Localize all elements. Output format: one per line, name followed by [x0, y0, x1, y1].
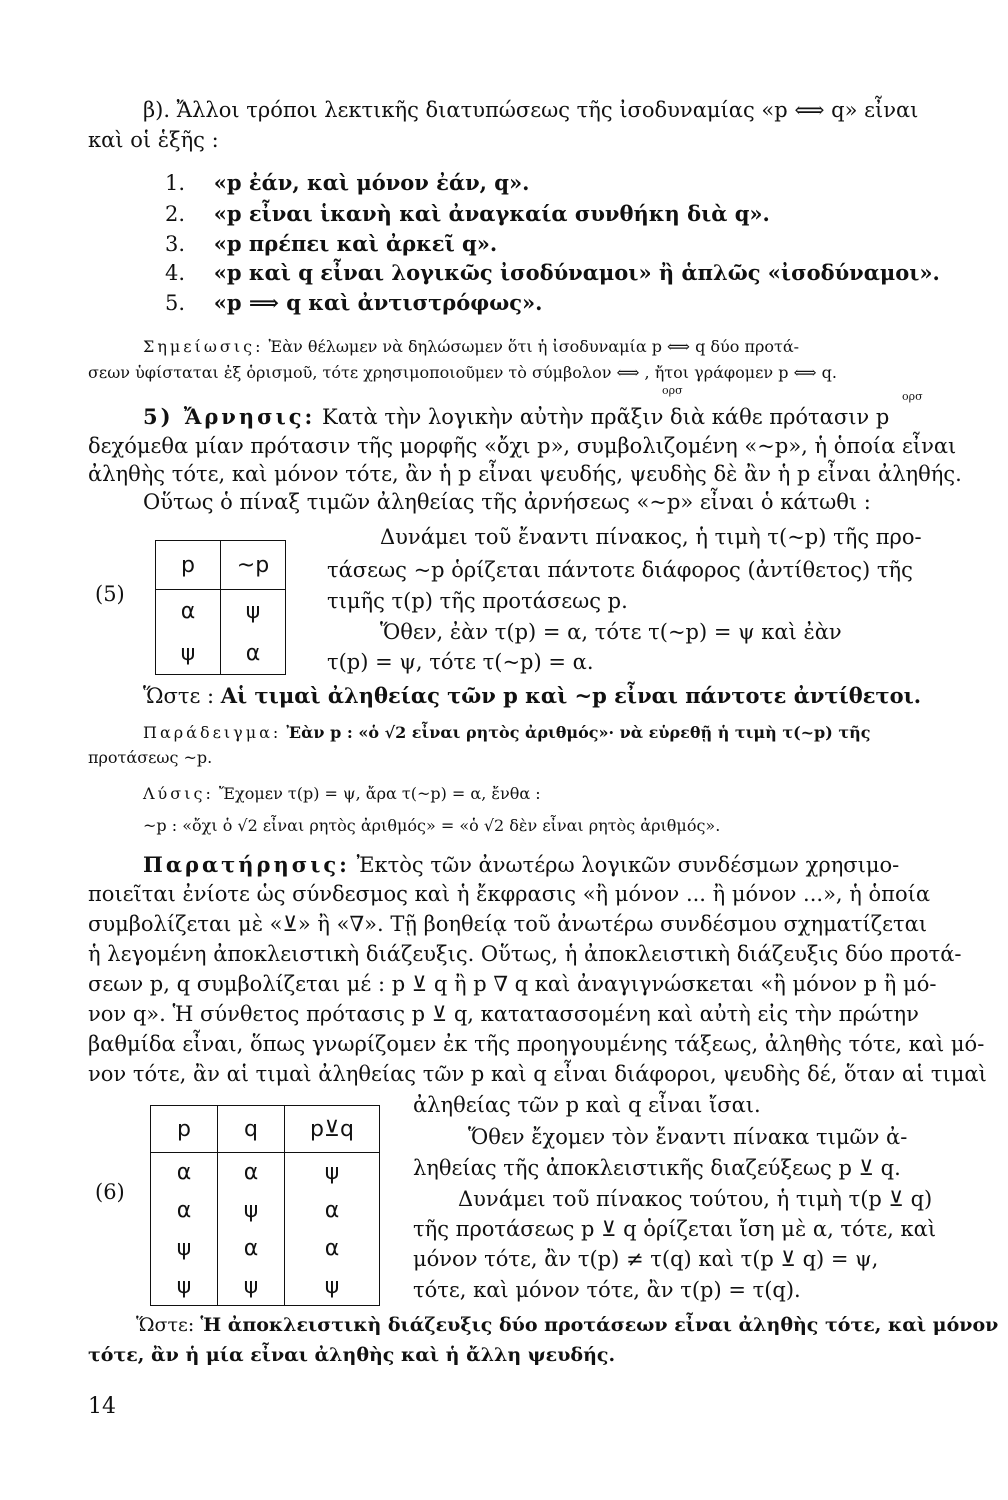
solution-label: Λύσις:	[143, 784, 214, 803]
conclusion-prefix: Ὥστε:	[136, 1314, 195, 1336]
list-item-number: 2.	[165, 202, 186, 226]
truth-table-exclusive-or	[150, 1105, 380, 1306]
table-header-row	[151, 1106, 380, 1153]
table-row	[156, 590, 286, 633]
table-cell: α	[324, 1197, 340, 1223]
list-item-text: «p ⟹ q καὶ ἀντιστρόφως».	[213, 290, 543, 315]
list-item	[165, 170, 529, 195]
remark-side: μόνον τότε, ἂν τ(p) ≠ τ(q) καὶ τ(p ⊻ q) = ψ,	[413, 1247, 879, 1271]
conclusion-text: Αἱ τιμαὶ ἀληθείας τῶν p καὶ ~p εἶναι πάντοτε ἀντίθετοι.	[220, 683, 922, 708]
table-cell: ψ	[324, 1159, 340, 1185]
note-subscript-1: ορσ	[662, 384, 683, 397]
table-cell: α	[218, 1229, 285, 1267]
table-cell: ψ	[218, 1267, 285, 1306]
list-item	[165, 231, 497, 256]
remark-side: ληθείας τῆς ἀποκλειστικῆς διαζεύξεως p ⊻ q.	[413, 1156, 901, 1180]
section-b-line1: β). Ἄλλοι τρόποι λεκτικῆς διατυπώσεως τῆς ἰσοδυναμίας «p ⟺ q» εἶναι	[143, 98, 919, 122]
negation-text-1: Κατὰ τὴν λογικὴν αὐτὴν πρᾶξιν διὰ κάθε πρότασιν p	[322, 405, 890, 429]
table-header-cell: ~p	[221, 541, 286, 590]
example-text-1: Ἐὰν p : «ὁ √2 εἶναι ρητὸς ἀριθμός»· νὰ εὑρεθῇ ἡ τιμὴ τ(~p) τῆς	[286, 723, 871, 742]
equation-label-5: (5)	[95, 582, 125, 606]
remark-line: σεων p, q συμβολίζεται μέ : p ⊻ q ἢ p ∇ q καὶ ἀναγιγνώσκεται «ἢ μόνον p ἢ μό-	[88, 972, 937, 996]
example-line1	[143, 723, 871, 742]
note-line1	[143, 337, 799, 356]
negation-conclusion	[143, 683, 921, 708]
list-item	[165, 290, 542, 315]
truth-table-negation	[155, 540, 286, 675]
table-cell: ψ	[324, 1273, 340, 1299]
conclusion-text: Ἡ ἀποκλειστικὴ διάζευξις δύο προτάσεων εἶναι ἀληθὴς τότε, καὶ μόνον	[200, 1314, 999, 1336]
list-item-number: 1.	[165, 171, 186, 195]
table-header-row	[156, 541, 286, 590]
table-cell: ψ	[156, 632, 221, 675]
list-item-number: 4.	[165, 261, 186, 285]
remark-side: τότε, καὶ μόνον τότε, ἂν τ(p) = τ(q).	[413, 1278, 801, 1302]
solution-text: Ἔχομεν τ(p) = ψ, ἄρα τ(~p) = α, ἔνθα :	[218, 784, 541, 803]
negation-line2: δεχόμεθα μίαν πρότασιν τῆς μορφῆς «ὄχι p», συμβολιζομένη «~p», ἡ ὁποία εἶναι	[88, 434, 957, 458]
solution-line	[143, 784, 541, 803]
remark-line: βαθμίδα εἶναι, ὅπως γνωρίζομεν ἐκ τῆς προηγουμένης τάξεως, ἀληθὴς τότε, καὶ μό-	[88, 1032, 985, 1056]
table-row	[151, 1229, 380, 1267]
table-row	[151, 1191, 380, 1229]
list-item-number: 5.	[165, 291, 186, 315]
table-cell: α	[156, 590, 221, 633]
list-item-text: «p ἐάν, καὶ μόνον ἐάν, q».	[213, 170, 530, 195]
remark-line: ἡ λεγομένη ἀποκλειστικὴ διάζευξις. Οὕτως, ἡ ἀποκλειστικὴ διάζευξις δύο προτά-	[88, 942, 962, 966]
list-item-text: «p πρέπει καὶ ἀρκεῖ q».	[213, 231, 498, 256]
table-header-cell: p	[156, 541, 221, 590]
table-cell: ψ	[151, 1267, 218, 1306]
table-cell: α	[151, 1153, 218, 1192]
negation-line3: ἀληθὴς τότε, καὶ μόνον τότε, ἂν ἡ p εἶναι ψευδής, ψευδὴς δὲ ἂν ἡ p εἶναι ἀληθής.	[88, 462, 962, 486]
remark-line: ποιεῖται ἐνίοτε ὡς σύνδεσμος καὶ ἡ ἔκφρασις «ἢ μόνον ... ἢ μόνον ...», ἡ ὁποία	[88, 882, 931, 906]
list-item-text: «p εἶναι ἱκανὴ καὶ ἀναγκαία συνθήκη διὰ q».	[213, 201, 770, 226]
equation-label-6: (6)	[95, 1180, 125, 1204]
remark-side: τῆς προτάσεως p ⊻ q ὁρίζεται ἴση μὲ α, τότε, καὶ	[413, 1217, 937, 1241]
list-item	[165, 201, 770, 226]
table-cell: ψ	[245, 598, 261, 624]
negation-line4: Οὕτως ὁ πίναξ τιμῶν ἀληθείας τῆς ἀρνήσεως «~p» εἶναι ὁ κάτωθι :	[143, 490, 871, 514]
remark-label: Παρατήρησις:	[143, 852, 350, 877]
section-b-line2: καὶ οἱ ἑξῆς :	[88, 128, 219, 152]
negation-label: 5) Ἄρνησις:	[143, 404, 316, 429]
negation-line1	[143, 404, 889, 429]
note-text-1: Ἐὰν θέλωμεν νὰ δηλώσωμεν ὅτι ἡ ἰσοδυναμία p ⟺ q δύο προτά-	[268, 337, 800, 356]
note-subscript-2: ορσ	[902, 390, 923, 403]
table-header-cell: p⊻q	[285, 1106, 380, 1153]
remark-text-1: Ἐκτὸς τῶν ἀνωτέρω λογικῶν συνδέσμων χρησιμο-	[356, 853, 900, 877]
example-label: Παράδειγμα:	[143, 723, 282, 742]
negation-side-3: τιμῆς τ(p) τῆς προτάσεως p.	[327, 589, 628, 613]
note-label: Σημείωσις:	[143, 337, 264, 356]
remark-line1	[143, 852, 899, 877]
page-number: 14	[88, 1394, 116, 1419]
table-row	[151, 1267, 380, 1306]
negation-side-5: τ(p) = ψ, τότε τ(~p) = α.	[327, 650, 594, 674]
negation-side-1: Δυνάμει τοῦ ἔναντι πίνακος, ἡ τιμὴ τ(~p) τῆς προ-	[380, 525, 922, 549]
list-item	[165, 260, 940, 285]
table-row	[151, 1153, 380, 1192]
remark-side: Ὅθεν ἔχομεν τὸν ἔναντι πίνακα τιμῶν ἀ-	[468, 1125, 908, 1149]
table-cell: α	[245, 640, 261, 666]
note-line2: σεων ὑφίσταται ἐξ ὁρισμοῦ, τότε χρησιμοποιοῦμεν τὸ σύμβολον ⟺ , ἤτοι γράφομεν p ⟺ q.	[88, 363, 837, 382]
negation-side-2: τάσεως ~p ὁρίζεται πάντοτε διάφορος (ἀντίθετος) τῆς	[327, 558, 913, 582]
remark-line: νον q». Ἡ σύνθετος πρότασις p ⊻ q, κατατασσομένη καὶ αὐτὴ εἰς τὴν πρώτην	[88, 1002, 919, 1026]
table-cell: α	[151, 1191, 218, 1229]
remark-side: Δυνάμει τοῦ πίνακος τούτου, ἡ τιμὴ τ(p ⊻ q)	[458, 1187, 933, 1211]
table-cell: ψ	[151, 1229, 218, 1267]
table-cell: ψ	[218, 1191, 285, 1229]
solution-formula: ~p : «ὄχι ὁ √2 εἶναι ρητὸς ἀριθμός» = «ὁ √2 δὲν εἶναι ρητὸς ἀριθμός».	[143, 816, 721, 835]
remark-conclusion-2: τότε, ἂν ἡ μία εἶναι ἀληθὴς καὶ ἡ ἄλλη ψευδής.	[88, 1344, 616, 1366]
table-cell: α	[218, 1153, 285, 1192]
example-line2: προτάσεως ~p.	[88, 748, 213, 767]
remark-line: νον τότε, ἂν αἱ τιμαὶ ἀληθείας τῶν p καὶ q εἶναι διάφοροι, ψευδὴς δέ, ὅταν αἱ τιμαὶ	[88, 1062, 987, 1086]
remark-line: συμβολίζεται μὲ «⊻» ἢ «∇». Τῇ βοηθείᾳ τοῦ ἀνωτέρω συνδέσμου σχηματίζεται	[88, 912, 928, 936]
list-item-text: «p καὶ q εἶναι λογικῶς ἰσοδύναμοι» ἢ ἁπλῶς «ἰσοδύναμοι».	[213, 260, 940, 285]
table-header-cell: p	[151, 1106, 218, 1153]
remark-side: ἀληθείας τῶν p καὶ q εἶναι ἴσαι.	[413, 1093, 761, 1117]
remark-conclusion-1	[136, 1314, 998, 1336]
list-item-number: 3.	[165, 232, 186, 256]
table-row	[156, 632, 286, 675]
conclusion-prefix: Ὥστε :	[143, 684, 215, 708]
negation-side-4: Ὅθεν, ἐὰν τ(p) = α, τότε τ(~p) = ψ καὶ ἐὰν	[380, 620, 842, 644]
table-header-cell: q	[218, 1106, 285, 1153]
table-cell: α	[324, 1235, 340, 1261]
